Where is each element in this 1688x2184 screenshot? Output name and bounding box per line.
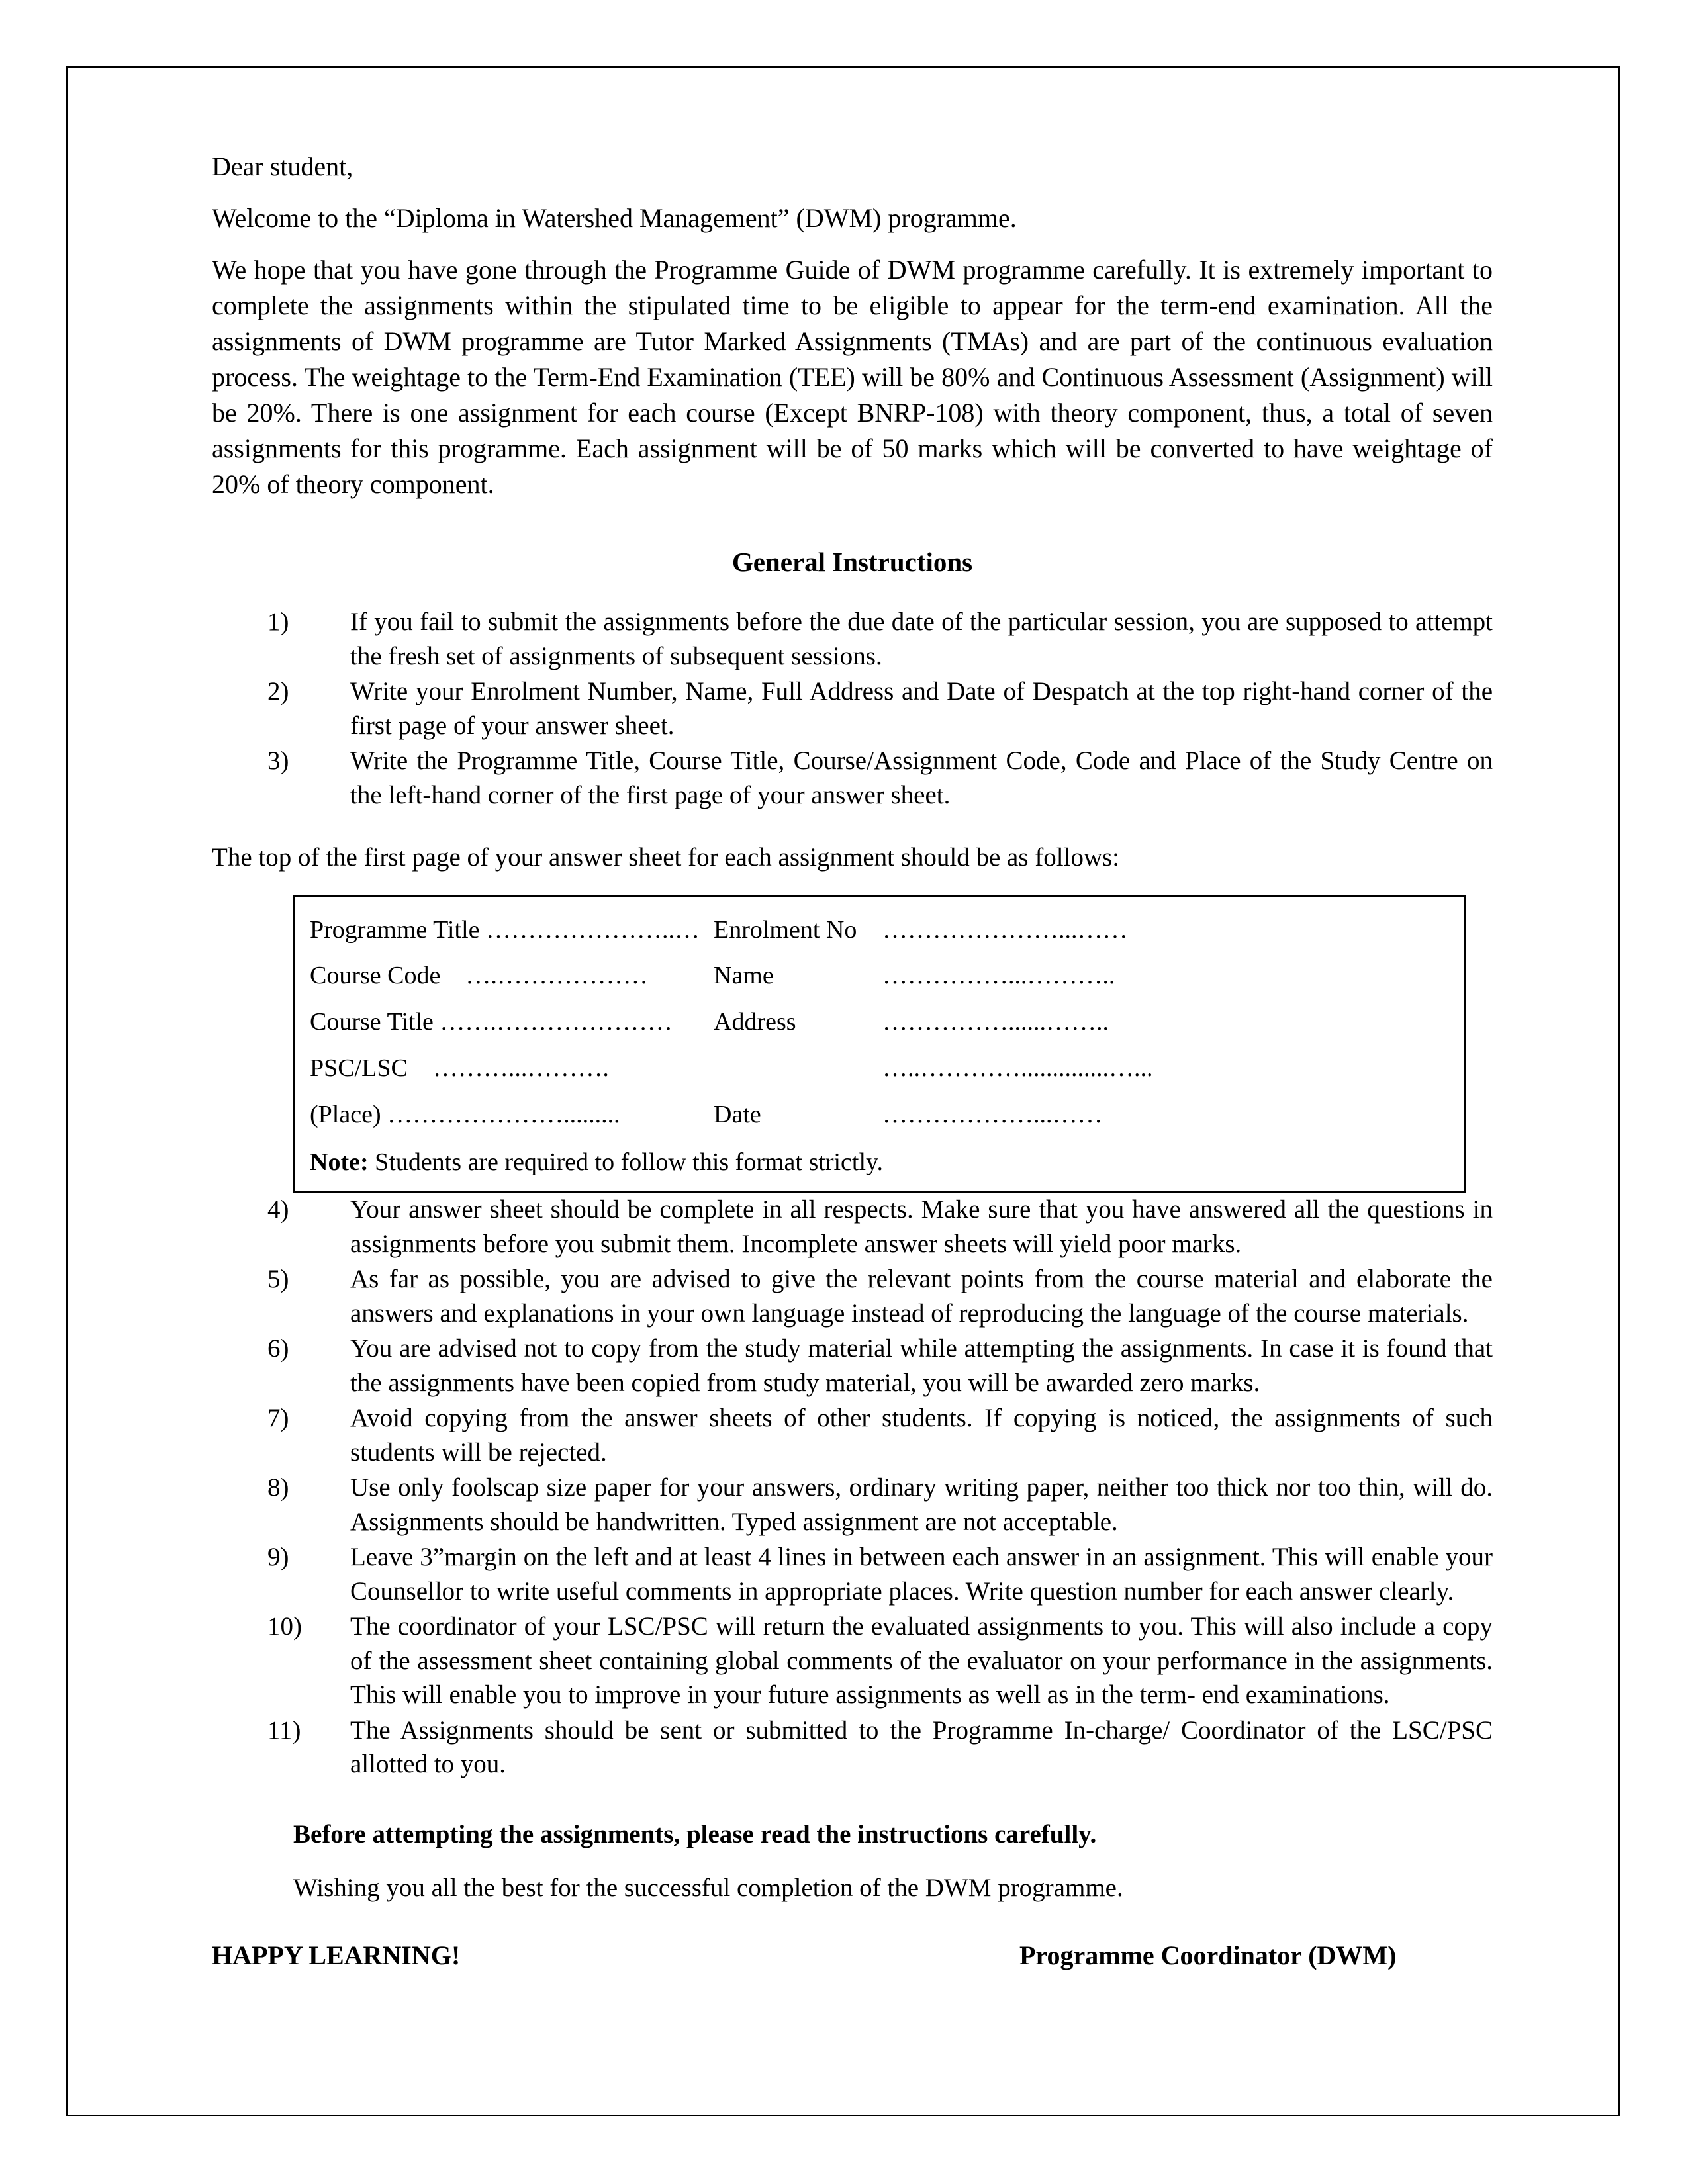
list-item-number: 11): [267, 1715, 301, 1745]
answer-sheet-format-box: [293, 895, 1466, 1193]
format-leader-enrolment-no: …………………...……: [882, 915, 1128, 944]
salutation: Dear student,: [212, 152, 353, 181]
closing-block: [293, 1818, 1493, 1905]
list-item-text: Leave 3”margin on the left and at least 4 lines in between each answer in an assignment. This will enable your Counsellor to write useful comments in appropriate places. Write question number for each answer clearly.: [350, 1543, 1493, 1606]
format-label-enrolment-no: Enrolment No: [714, 915, 857, 944]
list-item-text: The coordinator of your LSC/PSC will return the evaluated assignments to you. This will also include a copy of the assessment sheet containing global comments of the evaluator on your performance in the assignments. This will enable you to improve in your future assignments as well as in the term- end examinations.: [350, 1612, 1493, 1709]
list-item-text: The Assignments should be sent or submitted to the Programme In-charge/ Coordinator of the LSC/PSC allotted to you.: [350, 1715, 1493, 1778]
list-item-number: 2): [267, 677, 289, 706]
list-item: [267, 674, 1493, 743]
list-item-number: 4): [267, 1195, 289, 1224]
list-item: [267, 1332, 1493, 1400]
list-item: [267, 1610, 1493, 1711]
list-item-text: Use only foolscap size paper for your answers, ordinary writing paper, neither too thick nor too thin, will do. Assignments should be handwritten. Typed assignment are not acceptable.: [350, 1473, 1493, 1536]
list-item-number: 9): [267, 1543, 289, 1572]
format-label-psc-lsc: PSC/LSC ………...……….: [310, 1055, 609, 1083]
instructions-list-part-one: [212, 605, 1493, 812]
list-item-text: Avoid copying from the answer sheets of other students. If copying is noticed, the assignments of such students will be rejected.: [350, 1404, 1493, 1467]
format-row-psc-lsc: [295, 1046, 1464, 1092]
list-item-number: 7): [267, 1404, 289, 1433]
closing-wishing-line: Wishing you all the best for the successful completion of the DWM programme.: [293, 1874, 1123, 1903]
format-row-course-title: [295, 999, 1464, 1046]
list-item-text: If you fail to submit the assignments before the due date of the particular session, you are supposed to attempt the fresh set of assignments of subsequent sessions.: [350, 608, 1493, 670]
format-label-programme-title: Programme Title …………………..…: [310, 916, 700, 944]
format-label-date: Date: [714, 1100, 761, 1128]
closing-bold-line: Before attempting the assignments, please read the instructions carefully.: [293, 1820, 1097, 1849]
signature-row: [212, 1940, 1493, 1972]
list-item: [267, 1540, 1493, 1608]
list-item-number: 10): [267, 1612, 302, 1641]
list-item: [267, 744, 1493, 812]
list-item-number: 5): [267, 1265, 289, 1294]
list-item-number: 1): [267, 608, 289, 637]
format-label-course-title: Course Title …….…………………: [310, 1009, 673, 1036]
list-item-text: Write your Enrolment Number, Name, Full Address and Date of Despatch at the top right-hand corner of the first page of your answer sheet.: [350, 677, 1493, 740]
format-label-place: (Place) ………………….........: [310, 1101, 620, 1128]
format-box-note-label: Note:: [310, 1148, 369, 1176]
format-leader-address: ……………......……..: [882, 1008, 1109, 1036]
format-label-course-code: Course Code ….………………: [310, 962, 648, 990]
list-item: [267, 1713, 1493, 1782]
format-box-note: [295, 1138, 1464, 1185]
intro-paragraph: We hope that you have gone through the Programme Guide of DWM programme carefully. It is extremely important to complete the assignments within the stipulated time to be eligible to appear for the term-end examination. All the assignments of DWM programme are Tutor Marked Assignments (TMAs) and are part of the continuous evaluation process. The weightage to the Term-End Examination (TEE) will be 80% and Continuous Assessment (Assignment) will be 20%. There is one assignment for each course (Except BNRP-108) with theory component, thus, a total of seven assignments for this programme. Each assignment will be of 50 marks which will be converted to have weightage of 20% of theory component.: [212, 255, 1493, 499]
format-leader-psc-lsc-right: …..…………..............…...: [882, 1054, 1153, 1083]
section-heading-general-instructions: General Instructions: [731, 547, 973, 577]
format-label-name: Name: [714, 962, 774, 990]
instructions-list-part-two: [212, 1193, 1493, 1781]
signature-programme-coordinator: Programme Coordinator (DWM): [1019, 1940, 1397, 1970]
format-box-note-text: Students are required to follow this format strictly.: [368, 1148, 884, 1176]
document-content: [212, 149, 1493, 1972]
list-item-number: 6): [267, 1334, 289, 1363]
format-leader-name: ……………...………..: [882, 962, 1115, 990]
list-item: [267, 1471, 1493, 1539]
format-row-programme-title: [295, 907, 1464, 954]
list-item: [267, 605, 1493, 673]
list-item: [267, 1262, 1493, 1330]
list-item-text: As far as possible, you are advised to give the relevant points from the course material and elaborate the answers and explanations in your own language instead of reproducing the language of the course materials.: [350, 1265, 1493, 1328]
format-label-address: Address: [714, 1008, 796, 1036]
welcome-line: Welcome to the “Diploma in Watershed Management” (DWM) programme.: [212, 203, 1017, 233]
list-item: [267, 1401, 1493, 1469]
format-leader-date: ………………...……: [882, 1100, 1103, 1128]
list-item-number: 3): [267, 747, 289, 776]
format-row-place: [295, 1092, 1464, 1138]
list-item-text: You are advised not to copy from the study material while attempting the assignments. In case it is found that the assignments have been copied from study material, you will be awarded zero marks.: [350, 1334, 1493, 1397]
list-item-number: 8): [267, 1473, 289, 1502]
signature-happy-learning: HAPPY LEARNING!: [212, 1940, 461, 1970]
pre-box-instruction-line: The top of the first page of your answer sheet for each assignment should be as follows:: [212, 843, 1120, 872]
format-row-course-code: [295, 953, 1464, 999]
list-item-text: Write the Programme Title, Course Title, Course/Assignment Code, Code and Place of the Study Centre on the left-hand corner of the first page of your answer sheet.: [350, 747, 1493, 809]
list-item-text: Your answer sheet should be complete in all respects. Make sure that you have answered all the questions in assignments before you submit them. Incomplete answer sheets will yield poor marks.: [350, 1195, 1493, 1258]
list-item: [267, 1193, 1493, 1261]
